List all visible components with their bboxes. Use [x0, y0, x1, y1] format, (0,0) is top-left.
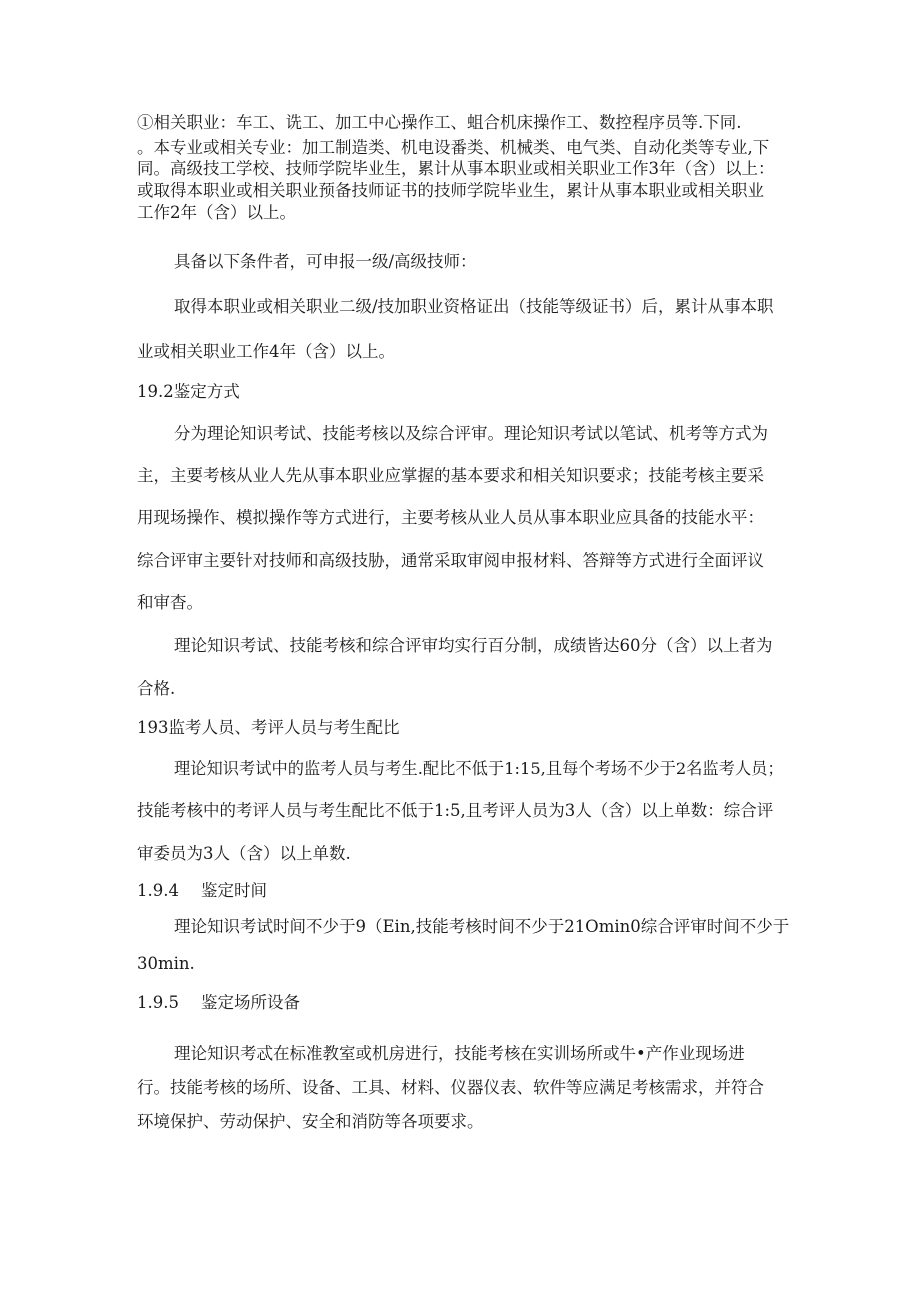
section-1-9-3-line2: 技能考核中的考评人员与考生配比不低于1:5,且考评人员为3人（含）以上单数：综合评	[137, 801, 774, 820]
section-1-9-5-line1: 理论知识考忒在标准教室或机房进行，技能考核在实训场所或牛•产作业现场进	[174, 1044, 745, 1063]
section-1-9-2-para1-line4: 综合评审主要针对技师和高级技胁，通常采取审阅申报材料、答辩等方式进行全面评议	[137, 551, 764, 570]
section-1-9-4-heading	[137, 880, 267, 902]
section-1-9-5-title: 鉴定场所设备	[201, 993, 300, 1012]
section-1-9-4-line2: 30min.	[137, 954, 195, 973]
section-1-9-5-heading	[137, 992, 300, 1014]
section-1-9-2-heading: 19.2鉴定方式	[137, 382, 240, 401]
section-1-9-4-line1: 理论知识考试时间不少于9（Ein,技能考核时间不少于21Omin0综合评审时间不少于	[174, 917, 790, 936]
section-1-9-2-para2-line2: 合格.	[137, 679, 176, 698]
section-1-9-3-heading: 193监考人员、考评人员与考生配比	[137, 718, 400, 737]
section-1-9-5-line3: 环境保护、劳动保护、安全和消防等各项要求。	[137, 1112, 484, 1131]
condition-line-2: 业或相关职业工作4年（含）以上。	[137, 342, 395, 361]
related-occupation-line-3: 同。高级技工学校、技师学院毕业生，累计从事本职业或相关职业工作3年（含）以上：	[137, 159, 775, 178]
section-1-9-3-line1: 理论知识考试中的监考人员与考生.配比不低于1:15,且每个考场不少于2名监考人员；	[174, 759, 784, 778]
section-1-9-3-line3: 审委员为3人（含）以上单数.	[137, 844, 351, 863]
related-occupation-line-2: 。本专业或相关专业：加工制造类、机电设番类、机械类、电气类、自动化类等专业,下	[137, 138, 770, 157]
section-1-9-5-line2: 行。技能考核的场所、设备、工具、材料、仪器仪表、软件等应满足考核需求，并符合	[137, 1078, 764, 1097]
section-1-9-2-para2-line1: 理论知识考试、技能考核和综合评审均实行百分制，成绩皆达60分（含）以上者为	[174, 636, 773, 655]
condition-intro: 具备以下条件者，可申报一级/高级技师：	[174, 252, 477, 271]
section-1-9-2-para1-line5: 和审杳。	[137, 593, 203, 612]
related-occupation-line-5: 工作2年（含）以上。	[137, 203, 296, 222]
section-1-9-2-para1-line2: 主，主要考核从业人先从事本职业应掌握的基本要求和相关知识要求；技能考核主要采	[137, 466, 764, 485]
related-occupation-line-1: ①相关职业：车工、诜工、加工中心操作工、蛆合机床操作工、数控程序员等.下同.	[137, 113, 742, 132]
section-1-9-5-number: 1.9.5	[137, 993, 179, 1012]
section-1-9-2-para1-line1: 分为理论知识考试、技能考核以及综合评审。理论知识考试以笔试、机考等方式为	[174, 424, 768, 443]
section-1-9-2-para1-line3: 用现场操作、模拟操作等方式进行，主要考核从业人员从事本职业应具备的技能水平：	[137, 508, 764, 527]
section-1-9-4-number: 1.9.4	[137, 881, 179, 900]
related-occupation-line-4: 或取得本职业或相关职业预备技师证书的技师学院毕业生，累计从事本职业或相关职业	[137, 181, 764, 200]
condition-line-1: 取得本职业或相关职业二级/技加职业资格证出（技能等级证书）后，累计从事本职	[174, 297, 774, 316]
section-1-9-4-title: 鉴定时间	[201, 881, 267, 900]
